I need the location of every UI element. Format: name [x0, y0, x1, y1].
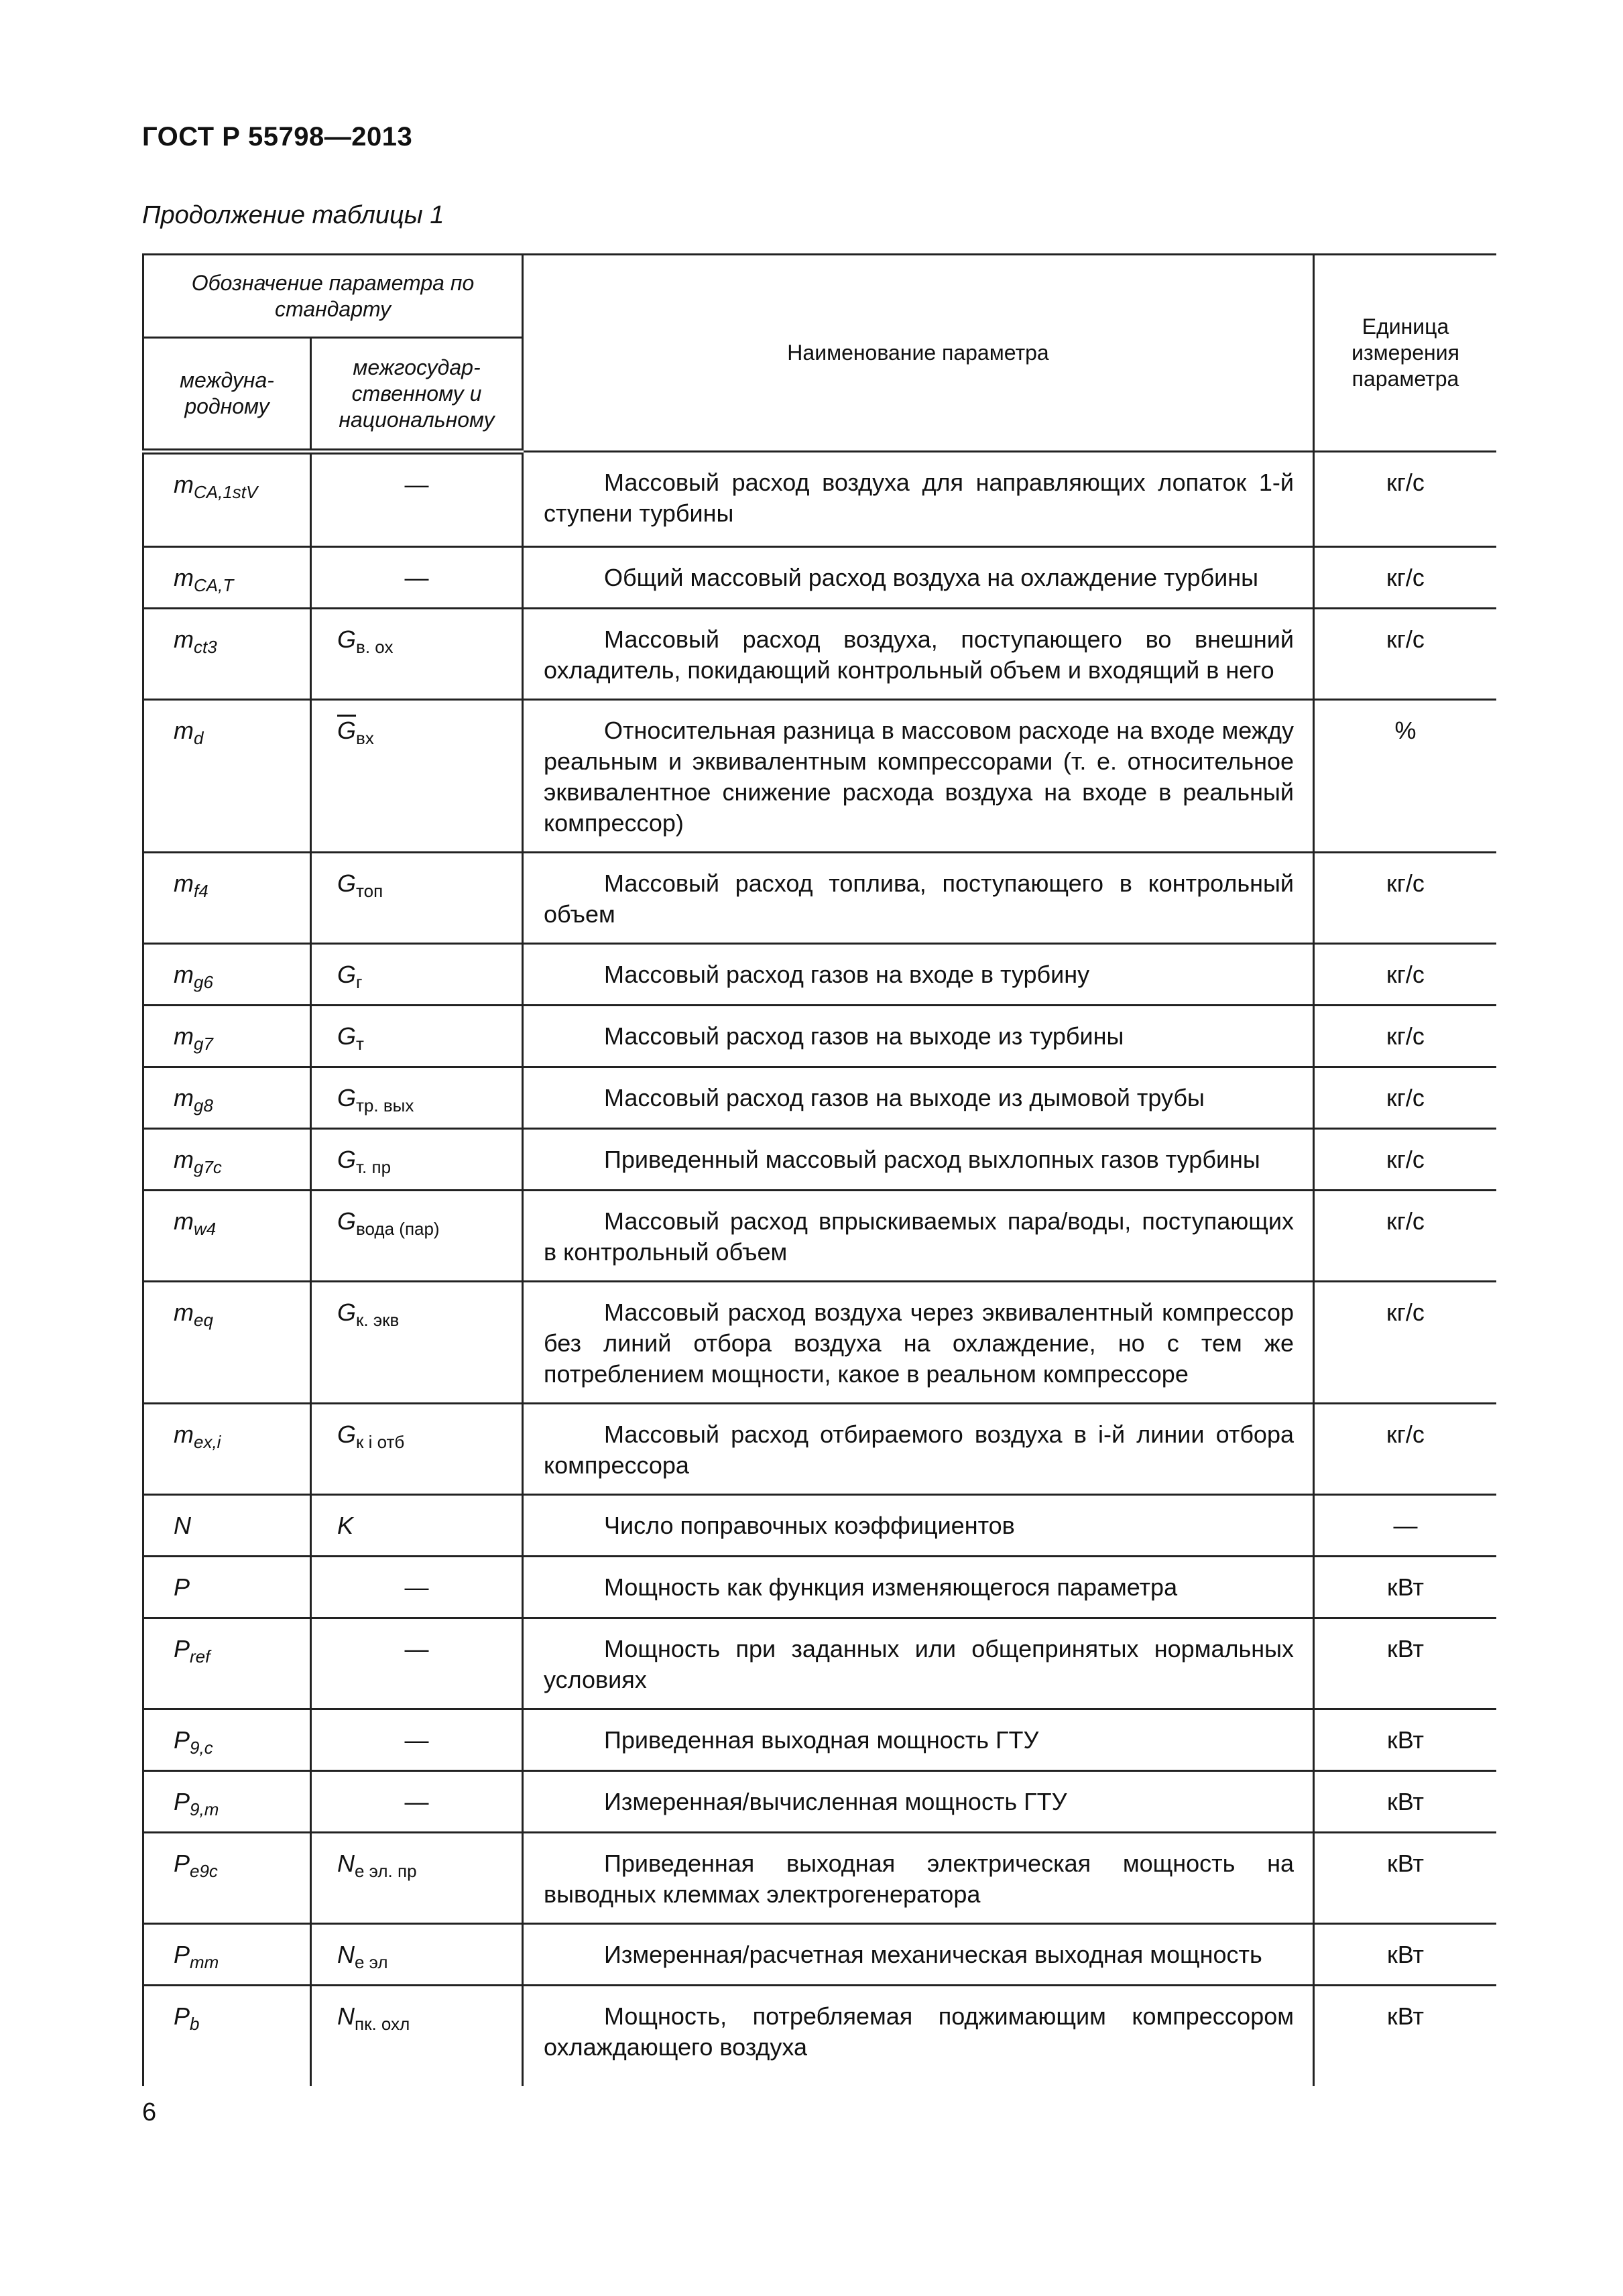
designation-national-symbol: — [404, 1726, 429, 1754]
designation-national [311, 1067, 523, 1129]
designation-international-subscript: b [190, 2014, 200, 2034]
table-caption: Продолжение таблицы 1 [142, 201, 444, 229]
parameter-unit: кг/с [1314, 853, 1497, 944]
designation-international [143, 1067, 311, 1129]
designation-national [311, 1557, 523, 1618]
designation-international-symbol: m [174, 625, 194, 653]
parameter-name-text: Мощность, потребляемая поджимающим компрессором охлаждающего воздуха [544, 2002, 1294, 2061]
parameter-name-text: Массовый расход отбираемого воздуха в i-й линии отбора компрессора [544, 1421, 1294, 1479]
parameter-name-text: Измеренная/расчетная механическая выходная мощность [604, 1941, 1262, 1968]
header-parameter-name [523, 255, 1314, 452]
designation-national-symbol: G [337, 961, 357, 988]
designation-national [311, 1495, 523, 1557]
table-row [143, 1618, 1497, 1709]
table-row [143, 1833, 1497, 1924]
designation-international [143, 1495, 311, 1557]
parameter-name [523, 700, 1314, 853]
table-row [143, 547, 1497, 609]
parameter-name [523, 853, 1314, 944]
designation-international [143, 853, 311, 944]
designation-national-symbol: G [337, 1084, 357, 1111]
parameter-unit: кг/с [1314, 1282, 1497, 1404]
designation-international-subscript: e9c [190, 1861, 218, 1881]
designation-national-symbol: — [404, 564, 429, 591]
parameter-unit: кг/с [1314, 1404, 1497, 1495]
designation-national [311, 1006, 523, 1067]
parameter-name-text: Массовый расход газов на входе в турбину [604, 961, 1090, 988]
parameter-name [523, 547, 1314, 609]
designation-international-symbol: m [174, 1298, 194, 1326]
designation-national [311, 1404, 523, 1495]
parameter-name-text: Массовый расход топлива, поступающего в контрольный объем [544, 869, 1294, 928]
designation-international-symbol: P [174, 1635, 190, 1663]
parameter-name-text: Приведенная выходная электрическая мощность на выводных клеммах электрогенератора [544, 1850, 1294, 1908]
designation-international-subscript: eq [194, 1310, 213, 1330]
parameter-name [523, 1191, 1314, 1282]
header-national [311, 338, 523, 452]
table-row [143, 1129, 1497, 1191]
designation-international [143, 1282, 311, 1404]
designation-national-symbol: G [337, 1207, 357, 1235]
parameter-unit: кВт [1314, 1771, 1497, 1833]
header-parameter-name-label: Наименование параметра [787, 341, 1049, 365]
designation-international-symbol: N [174, 1512, 191, 1539]
parameter-unit: кг/с [1314, 609, 1497, 700]
designation-national-subscript: т [356, 1034, 364, 1054]
parameter-name [523, 1924, 1314, 1986]
designation-international [143, 1833, 311, 1924]
designation-international [143, 1709, 311, 1771]
table-row [143, 1404, 1497, 1495]
table-row [143, 1771, 1497, 1833]
designation-national-symbol: — [404, 1788, 429, 1815]
header-unit-label: Единица измерения параметра [1351, 314, 1459, 391]
designation-national-subscript: тр. вых [356, 1095, 414, 1115]
designation-national [311, 700, 523, 853]
designation-international-subscript: ex,i [194, 1432, 221, 1452]
parameter-unit: кг/с [1314, 1067, 1497, 1129]
parameter-unit: кВт [1314, 1557, 1497, 1618]
parameter-name-text: Мощность как функция изменяющегося параметра [604, 1573, 1178, 1601]
designation-international-symbol: P [174, 1788, 190, 1815]
header-international-label: междуна-родному [180, 368, 274, 418]
parameter-name [523, 1006, 1314, 1067]
designation-international [143, 1191, 311, 1282]
designation-international-symbol: P [174, 1726, 190, 1754]
parameter-name-text: Приведенный массовый расход выхлопных газов турбины [604, 1146, 1260, 1173]
designation-national-symbol: G [337, 1421, 357, 1448]
table-row [143, 452, 1497, 547]
parameter-table-container [142, 253, 1496, 2086]
designation-international [143, 1006, 311, 1067]
designation-international-subscript: g7 [194, 1034, 213, 1054]
designation-international-subscript: g8 [194, 1095, 213, 1115]
designation-national-symbol: G [337, 1298, 357, 1326]
designation-international-symbol: P [174, 1573, 190, 1601]
designation-international-subscript: g6 [194, 972, 213, 992]
parameter-name [523, 452, 1314, 547]
designation-national-subscript: e эл. пр [355, 1861, 417, 1881]
designation-national-symbol: — [404, 1573, 429, 1601]
designation-international-symbol: P [174, 2002, 190, 2030]
table-row [143, 1986, 1497, 2086]
parameter-name-text: Число поправочных коэффициентов [604, 1512, 1015, 1539]
table-row [143, 944, 1497, 1006]
parameter-unit: — [1314, 1495, 1497, 1557]
table-body [143, 452, 1497, 2086]
designation-national [311, 547, 523, 609]
table-row [143, 853, 1497, 944]
designation-international [143, 1557, 311, 1618]
designation-international-subscript: f4 [194, 881, 208, 901]
parameter-name [523, 1557, 1314, 1618]
designation-national-symbol: $\overline{G}$ [337, 717, 357, 744]
designation-international [143, 1404, 311, 1495]
designation-national [311, 1986, 523, 2086]
parameter-unit: кВт [1314, 1986, 1497, 2086]
designation-international-subscript: CA,1stV [194, 482, 258, 502]
page-number: 6 [142, 2098, 157, 2126]
parameter-unit: кг/с [1314, 1129, 1497, 1191]
parameter-unit: кг/с [1314, 452, 1497, 547]
table-row [143, 1006, 1497, 1067]
designation-national-symbol: G [337, 1146, 357, 1173]
designation-international [143, 1771, 311, 1833]
designation-international [143, 700, 311, 853]
designation-national-subscript: г [356, 972, 363, 992]
table-row [143, 1557, 1497, 1618]
parameter-name-text: Массовый расход газов на выходе из турбины [604, 1022, 1124, 1050]
designation-international-subscript: 9,c [190, 1738, 213, 1758]
designation-national [311, 1924, 523, 1986]
designation-international-symbol: m [174, 717, 194, 744]
designation-international [143, 452, 311, 547]
designation-international-subscript: w4 [194, 1219, 217, 1239]
parameter-unit: кВт [1314, 1618, 1497, 1709]
parameter-name [523, 1495, 1314, 1557]
designation-national-symbol: K [337, 1512, 354, 1539]
parameter-name-text: Массовый расход газов на выходе из дымовой трубы [604, 1084, 1205, 1111]
designation-national [311, 1191, 523, 1282]
parameter-unit: кг/с [1314, 1006, 1497, 1067]
designation-international-symbol: m [174, 1146, 194, 1173]
parameter-name [523, 944, 1314, 1006]
parameter-name [523, 1709, 1314, 1771]
designation-international-symbol: m [174, 1084, 194, 1111]
designation-international [143, 1129, 311, 1191]
designation-national-symbol: N [337, 1850, 355, 1877]
header-unit [1314, 255, 1497, 452]
designation-international-subscript: 9,m [190, 1799, 219, 1819]
parameter-unit: кВт [1314, 1709, 1497, 1771]
parameter-name [523, 1282, 1314, 1404]
designation-national-subscript: к i отб [356, 1432, 405, 1452]
parameter-name [523, 1404, 1314, 1495]
parameter-name [523, 1833, 1314, 1924]
header-designation-group-label: Обозначение параметра по стандарту [191, 270, 475, 321]
designation-international [143, 547, 311, 609]
designation-national-symbol: G [337, 869, 357, 897]
designation-national [311, 853, 523, 944]
parameter-unit: кг/с [1314, 1191, 1497, 1282]
parameter-unit: кг/с [1314, 547, 1497, 609]
parameter-name [523, 609, 1314, 700]
designation-international-symbol: m [174, 471, 194, 498]
header-international [143, 338, 311, 452]
designation-national-symbol: — [404, 471, 429, 498]
designation-national [311, 1771, 523, 1833]
table-row [143, 700, 1497, 853]
parameter-name-text: Общий массовый расход воздуха на охлаждение турбины [604, 564, 1258, 591]
document-header: ГОСТ Р 55798—2013 [142, 122, 413, 152]
designation-international-symbol: m [174, 564, 194, 591]
parameter-name-text: Мощность при заданных или общепринятых нормальных условиях [544, 1635, 1294, 1693]
designation-international-subscript: g7c [194, 1157, 222, 1177]
parameter-name-text: Измеренная/вычисленная мощность ГТУ [604, 1788, 1067, 1815]
designation-national-subscript: т. пр [356, 1157, 392, 1177]
designation-national-subscript: в. ох [356, 637, 394, 657]
parameter-table [142, 253, 1496, 2086]
designation-international-subscript: CA,T [194, 575, 234, 595]
parameter-name-text: Относительная разница в массовом расходе на входе между реальным и эквивалентным компрессорами (т. е. относительное эквивалентное снижение расхода воздуха на входе в реальный компрессор) [544, 717, 1294, 837]
designation-national [311, 944, 523, 1006]
table-row [143, 609, 1497, 700]
parameter-unit: кВт [1314, 1833, 1497, 1924]
designation-national-symbol: G [337, 1022, 357, 1050]
designation-international-subscript: ref [190, 1646, 211, 1667]
designation-international-symbol: m [174, 961, 194, 988]
designation-national-subscript: к. экв [356, 1310, 400, 1330]
designation-national-symbol: N [337, 2002, 355, 2030]
designation-international [143, 1986, 311, 2086]
parameter-unit: кВт [1314, 1924, 1497, 1986]
designation-international [143, 944, 311, 1006]
designation-international-symbol: P [174, 1850, 190, 1877]
table-row [143, 1709, 1497, 1771]
table-row [143, 1924, 1497, 1986]
parameter-name-text: Приведенная выходная мощность ГТУ [604, 1726, 1039, 1754]
designation-national [311, 1282, 523, 1404]
parameter-name-text: Массовый расход воздуха для направляющих лопаток 1-й ступени турбины [544, 469, 1294, 527]
designation-national-subscript: e эл [355, 1952, 388, 1972]
designation-international-symbol: m [174, 1022, 194, 1050]
designation-national [311, 609, 523, 700]
parameter-unit: % [1314, 700, 1497, 853]
parameter-name [523, 1067, 1314, 1129]
designation-international-symbol: m [174, 1207, 194, 1235]
designation-national [311, 452, 523, 547]
designation-national-symbol: G [337, 625, 357, 653]
designation-national [311, 1129, 523, 1191]
header-designation-group [143, 255, 523, 338]
designation-international [143, 609, 311, 700]
parameter-name-text: Массовый расход воздуха через эквивалентный компрессор без линий отбора воздуха на охлаждение, но с тем же потреблением мощности, какое в реальном компрессоре [544, 1298, 1294, 1388]
table-row [143, 1191, 1497, 1282]
designation-national-subscript: вода (пар) [356, 1219, 440, 1239]
designation-national-subscript: топ [356, 881, 383, 901]
designation-international-subscript: ct3 [194, 637, 217, 657]
parameter-name [523, 1771, 1314, 1833]
parameter-name [523, 1618, 1314, 1709]
designation-international-subscript: mm [190, 1952, 219, 1972]
designation-national [311, 1709, 523, 1771]
designation-international-symbol: m [174, 1421, 194, 1448]
designation-international-subscript: d [194, 728, 204, 748]
parameter-name-text: Массовый расход впрыскиваемых пара/воды, поступающих в контрольный объем [544, 1207, 1294, 1266]
table-row [143, 1282, 1497, 1404]
designation-international [143, 1924, 311, 1986]
designation-national-symbol: N [337, 1941, 355, 1968]
parameter-name [523, 1986, 1314, 2086]
designation-national [311, 1618, 523, 1709]
designation-international [143, 1618, 311, 1709]
designation-international-symbol: m [174, 869, 194, 897]
designation-national-subscript: пк. охл [355, 2014, 410, 2034]
designation-national-subscript: вх [356, 728, 374, 748]
table-row [143, 1067, 1497, 1129]
designation-national [311, 1833, 523, 1924]
parameter-unit: кг/с [1314, 944, 1497, 1006]
table-row [143, 1495, 1497, 1557]
designation-national-symbol: — [404, 1635, 429, 1663]
parameter-name [523, 1129, 1314, 1191]
parameter-name-text: Массовый расход воздуха, поступающего во внешний охладитель, покидающий контрольный объем и входящий в него [544, 625, 1294, 684]
designation-international-symbol: P [174, 1941, 190, 1968]
header-national-label: межгосудар-ственному и национальному [339, 355, 495, 432]
